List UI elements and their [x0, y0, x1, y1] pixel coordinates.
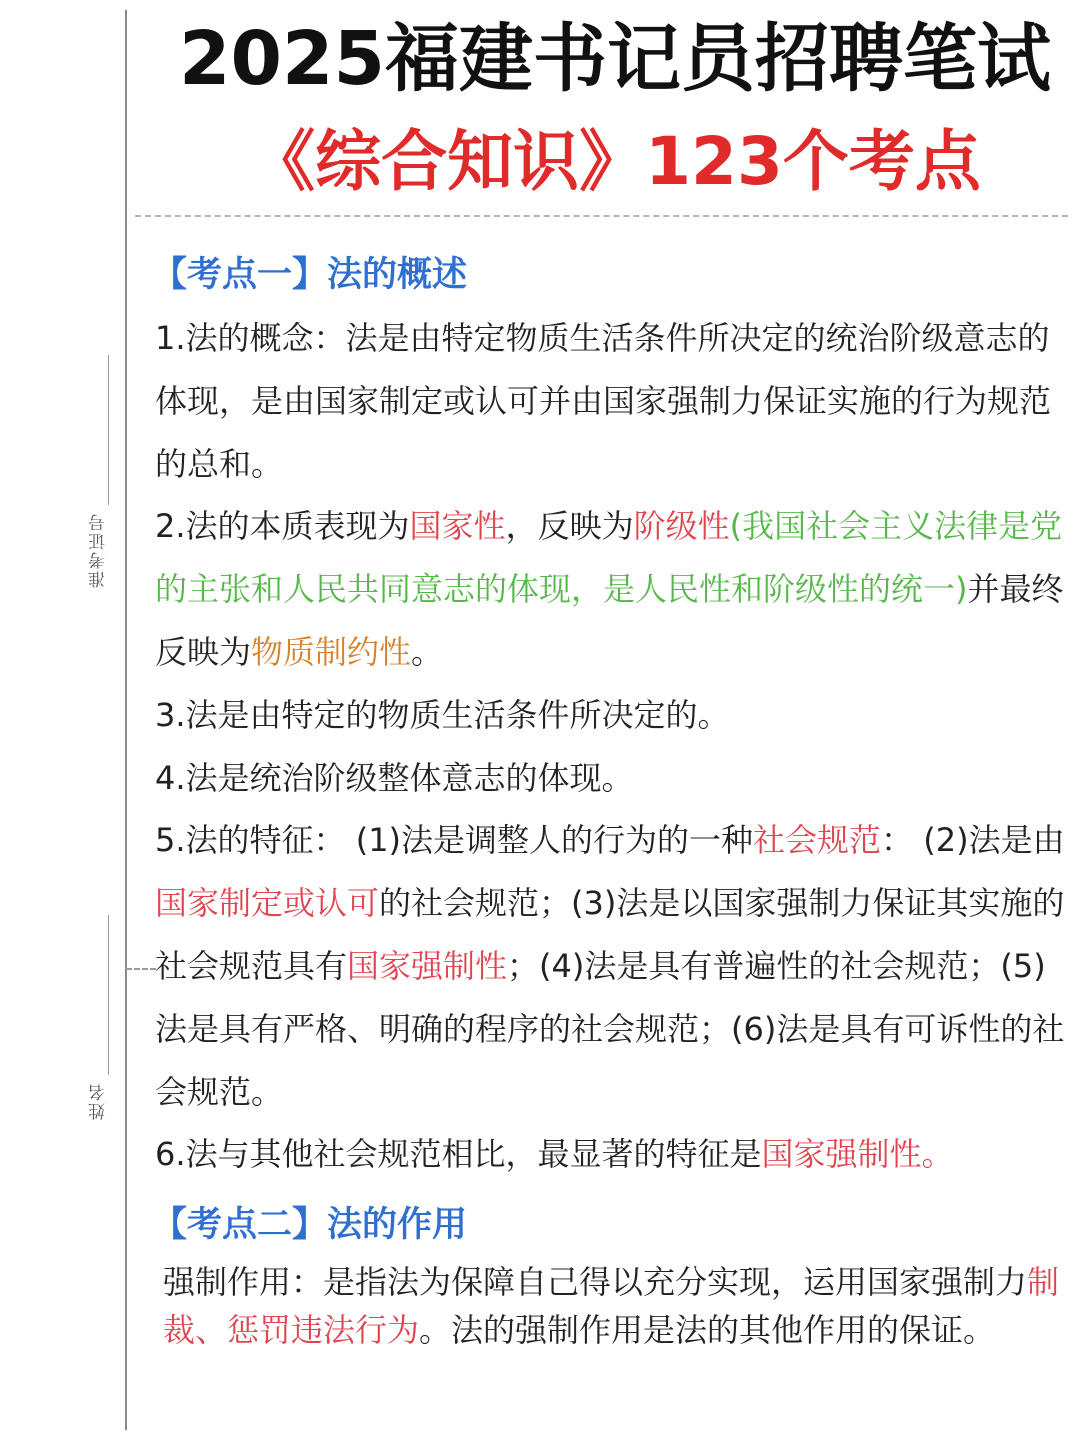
point-3: 3.法是由特定的物质生活条件所决定的。 [155, 695, 730, 734]
section-1-body [155, 307, 1073, 1186]
highlight-material: 物质制约性 [251, 632, 412, 671]
exam-id-label: 准考证号 [89, 512, 109, 588]
point-5-features [155, 809, 1073, 1123]
point-6 [155, 1123, 1073, 1186]
highlight-class: 阶级性 [633, 507, 730, 546]
text-run: ： (2)法是由 [881, 821, 1065, 860]
highlight-coercive-final: 国家强制性。 [761, 1135, 954, 1174]
text-run: 强制作用：是指法为保障自己得以充分实现，运用国家强制力 [163, 1263, 1028, 1301]
text-run: 的社会规范；(3)法是以国家强制力保证其实施的社会规范具有 [155, 884, 1065, 985]
text-run: 。 [411, 632, 444, 671]
page-subtitle: 《综合知识》123个考点 [249, 123, 981, 200]
highlight-social-norm: 社会规范 [753, 821, 882, 860]
text-run: 5.法的特征： (1)法是调整人的行为的一种 [155, 821, 754, 860]
highlight-coercive: 国家强制性 [347, 946, 508, 985]
page-title: 2025福建书记员招聘笔试 [179, 16, 1051, 102]
highlight-state-made: 国家制定或认可 [155, 884, 380, 923]
point-4: 4.法是统治阶级整体意志的体现。 [155, 758, 634, 797]
header-divider [135, 215, 1068, 217]
name-underline [108, 915, 109, 1075]
binding-margin-line [125, 10, 127, 1430]
name-label: 姓名 [89, 1082, 109, 1120]
section-heading-1: 【考点一】法的概述 [152, 255, 468, 295]
point-2-essence [155, 495, 1073, 683]
text-run: 并最终反映为 [155, 570, 1064, 671]
point-coercive-function [163, 1258, 1073, 1354]
section-2-body [163, 1258, 1073, 1354]
text-run: 6.法与其他社会规范相比，最显著的特征是 [155, 1135, 762, 1174]
text-run: 。法的强制作用是法的其他作用的保证。 [419, 1311, 996, 1349]
text-run: ，反映为 [505, 507, 634, 546]
text-run: 2.法的本质表现为 [155, 507, 410, 546]
section-heading-2: 【考点二】法的作用 [152, 1205, 468, 1245]
margin-dash-mark [126, 968, 156, 970]
highlight-sanction: 制裁、惩罚违法行为 [163, 1263, 1060, 1349]
highlight-note: (我国社会主义法律是党的主张和人民共同意志的体现，是人民性和阶级性的统一) [155, 507, 1063, 609]
text-run: ；(4)法是具有普遍性的社会规范；(5)法是具有严格、明确的程序的社会规范；(6)法是具有可诉性的社会规范。 [155, 946, 1065, 1111]
point-1-concept: 1.法的概念：法是由特定物质生活条件所决定的统治阶级意志的体现，是由国家制定或认可并由国家强制力保证实施的行为规范的总和。 [155, 319, 1052, 483]
highlight-national: 国家性 [409, 507, 506, 546]
exam-id-underline [108, 355, 109, 505]
